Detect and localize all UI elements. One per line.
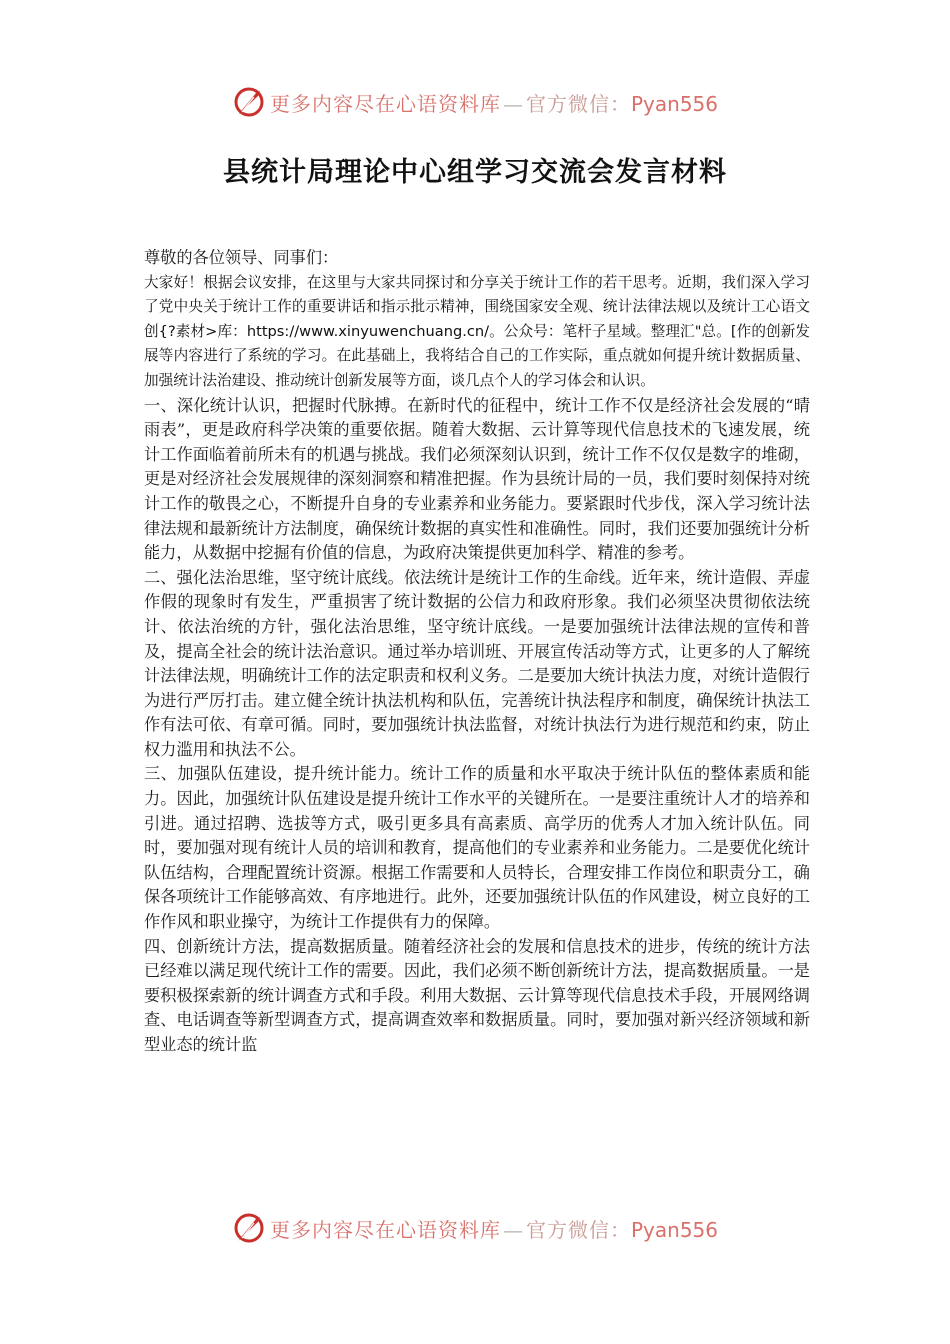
site-name: 更多内容尽在心语资料库 bbox=[269, 1217, 501, 1242]
wechat-id: Pyan556 bbox=[630, 1217, 718, 1242]
wechat-label: 官方微信： bbox=[525, 1217, 631, 1242]
section-paragraph-4: 四、创新统计方法，提高数据质量。随着经济社会的发展和信息技术的进步，传统的统计方法已经难以满足现代统计工作的需要。因此，我们必须不断创新统计方法，提高数据质量。一是要积极探索新的统计调查方式和手段。利用大数据、云计算等现代信息技术手段，开展网络调查、电话调查等新型调查方式，提高调查效率和数据质量。同时，要加强对新兴经济领域和新型业态的统计监 bbox=[144, 936, 810, 1054]
section-paragraph-2: 二、强化法治思维，坚守统计底线。依法统计是统计工作的生命线。近年来，统计造假、弄虚作假的现象时有发生，严重损害了统计数据的公信力和政府形象。我们必须坚决贯彻依法统计、依法治统的方针，强化法治思维，坚守统计底线。一是要加强统计法律法规的宣传和普及，提高全社会的统计法治意识。通过举办培训班、开展宣传活动等方式，让更多的人了解统计法律法规，明确统计工作的法定职责和权利义务。二是要加大统计执法力度，对统计造假行为进行严厉打击。建立健全统计执法机构和队伍，完善统计执法程序和制度，确保统计执法工作有法可依、有章可循。同时，要加强统计执法监督，对统计执法行为进行规范和约束，防止权力滥用和执法不公。 bbox=[144, 567, 810, 759]
separator: — bbox=[502, 91, 524, 116]
greeting: 尊敬的各位领导、同事们： bbox=[144, 248, 339, 267]
header-banner-text bbox=[270, 88, 718, 117]
intro-paragraph: 大家好！根据会议安排，在这里与大家共同探讨和分享关于统计工作的若干思考。近期，我们深入学习了党中央关于统计工作的重要讲话和指示批示精神，围绕国家安全观、统计法律法规以及统计工心语文创{?素材>库：https://www.xinyuwenchuang.cn/。公众号：笔杆子星域。整理汇"总。[作的创新发展等内容进行了系统的学习。在此基础上，我将结合自己的工作实际，重点就如何提升统计数据质量、加强统计法治建设、推动统计创新发展等方面，谈几点个人的学习体会和认识。 bbox=[144, 273, 810, 389]
section-paragraph-3: 三、加强队伍建设，提升统计能力。统计工作的质量和水平取决于统计队伍的整体素质和能力。因此，加强统计队伍建设是提升统计工作水平的关键所在。一是要注重统计人才的培养和引进。通过招聘、选拔等方式，吸引更多具有高素质、高学历的优秀人才加入统计队伍。同时，要加强对现有统计人员的培训和教育，提高他们的专业素养和业务能力。二是要优化统计队伍结构，合理配置统计资源。根据工作需要和人员特长，合理安排工作岗位和职责分工，确保各项统计工作能够高效、有序地进行。此外，还要加强统计队伍的作风建设，树立良好的工作作风和职业操守，为统计工作提供有力的保障。 bbox=[144, 764, 810, 932]
footer-banner-text bbox=[270, 1214, 718, 1243]
site-name: 更多内容尽在心语资料库 bbox=[269, 91, 501, 116]
footer-banner bbox=[0, 1208, 950, 1248]
document-title: 县统计局理论中心组学习交流会发言材料 bbox=[223, 157, 727, 188]
header-banner bbox=[0, 82, 950, 122]
wechat-label: 官方微信： bbox=[525, 91, 631, 116]
wechat-id: Pyan556 bbox=[630, 91, 718, 116]
document-body bbox=[144, 246, 810, 1058]
separator: — bbox=[502, 1217, 524, 1242]
quill-logo-icon bbox=[232, 85, 266, 119]
section-paragraph-1: 一、深化统计认识，把握时代脉搏。在新时代的征程中，统计工作不仅是经济社会发展的“晴雨表”，更是政府科学决策的重要依据。随着大数据、云计算等现代信息技术的飞速发展，统计工作面临着前所未有的机遇与挑战。我们必须深刻认识到，统计工作不仅仅是数字的堆砌，更是对经济社会发展规律的深刻洞察和精准把握。作为县统计局的一员，我们要时刻保持对统计工作的敬畏之心，不断提升自身的专业素养和业务能力。要紧跟时代步伐，深入学习统计法律法规和最新统计方法制度，确保统计数据的真实性和准确性。同时，我们还要加强统计分析能力，从数据中挖掘有价值的信息，为政府决策提供更加科学、精准的参考。 bbox=[144, 395, 810, 563]
quill-logo-icon bbox=[232, 1211, 266, 1245]
